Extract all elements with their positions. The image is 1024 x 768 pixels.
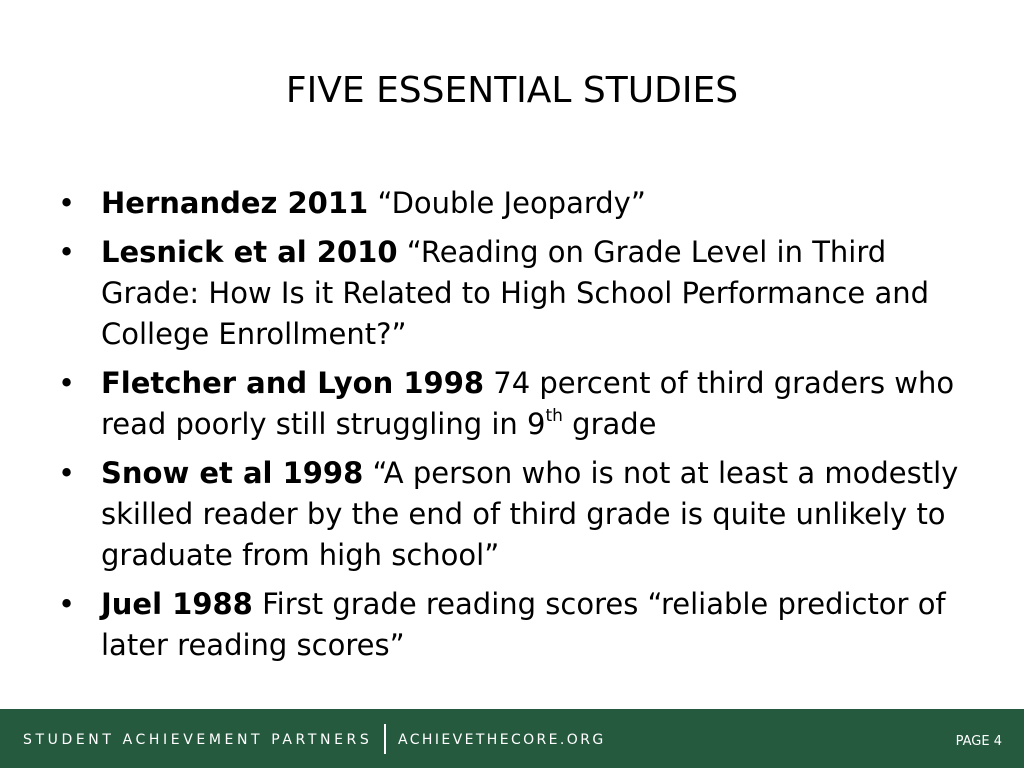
- study-description: First grade reading scores “reliable predictor of later reading scores”: [101, 587, 946, 662]
- study-author: Snow et al 1998: [101, 456, 364, 490]
- study-author: Hernandez 2011: [101, 186, 369, 220]
- study-author: Fletcher and Lyon 1998: [101, 366, 485, 400]
- study-item-fletcher-lyon: [56, 363, 976, 445]
- study-author: Juel 1988: [101, 587, 253, 621]
- page-number: PAGE 4: [955, 734, 1002, 749]
- study-item-juel: [56, 584, 976, 666]
- study-description: “Reading on Grade Level in Third Grade: How Is it Related to High School Performance and College Enrollment?”: [101, 235, 930, 351]
- study-item-lesnick: [56, 232, 976, 355]
- bullet-icon: •: [58, 366, 76, 400]
- bullet-icon: •: [58, 456, 76, 490]
- slide-title: FIVE ESSENTIAL STUDIES: [285, 70, 739, 111]
- bullet-icon: •: [58, 587, 76, 621]
- website-link[interactable]: ACHIEVETHECORE.ORG: [398, 732, 606, 748]
- study-description: “Double Jeopardy”: [377, 186, 646, 220]
- footer-divider: [384, 724, 386, 754]
- footer-bar: [0, 709, 1024, 768]
- organization-name: STUDENT ACHIEVEMENT PARTNERS: [23, 732, 373, 748]
- bullet-icon: •: [58, 235, 76, 269]
- study-item-snow: [56, 453, 976, 576]
- study-description: “A person who is not at least a modestly skilled reader by the end of third grade is quite unlikely to graduate from high school”: [101, 456, 959, 572]
- study-author: Lesnick et al 2010: [101, 235, 398, 269]
- study-description-end: grade: [572, 407, 657, 441]
- bullet-icon: •: [58, 186, 76, 220]
- study-item-hernandez: [56, 183, 976, 224]
- study-description: 74 percent of third graders who read poorly still struggling in 9: [101, 366, 955, 441]
- ordinal-superscript: th: [545, 406, 563, 427]
- studies-list: [56, 183, 976, 674]
